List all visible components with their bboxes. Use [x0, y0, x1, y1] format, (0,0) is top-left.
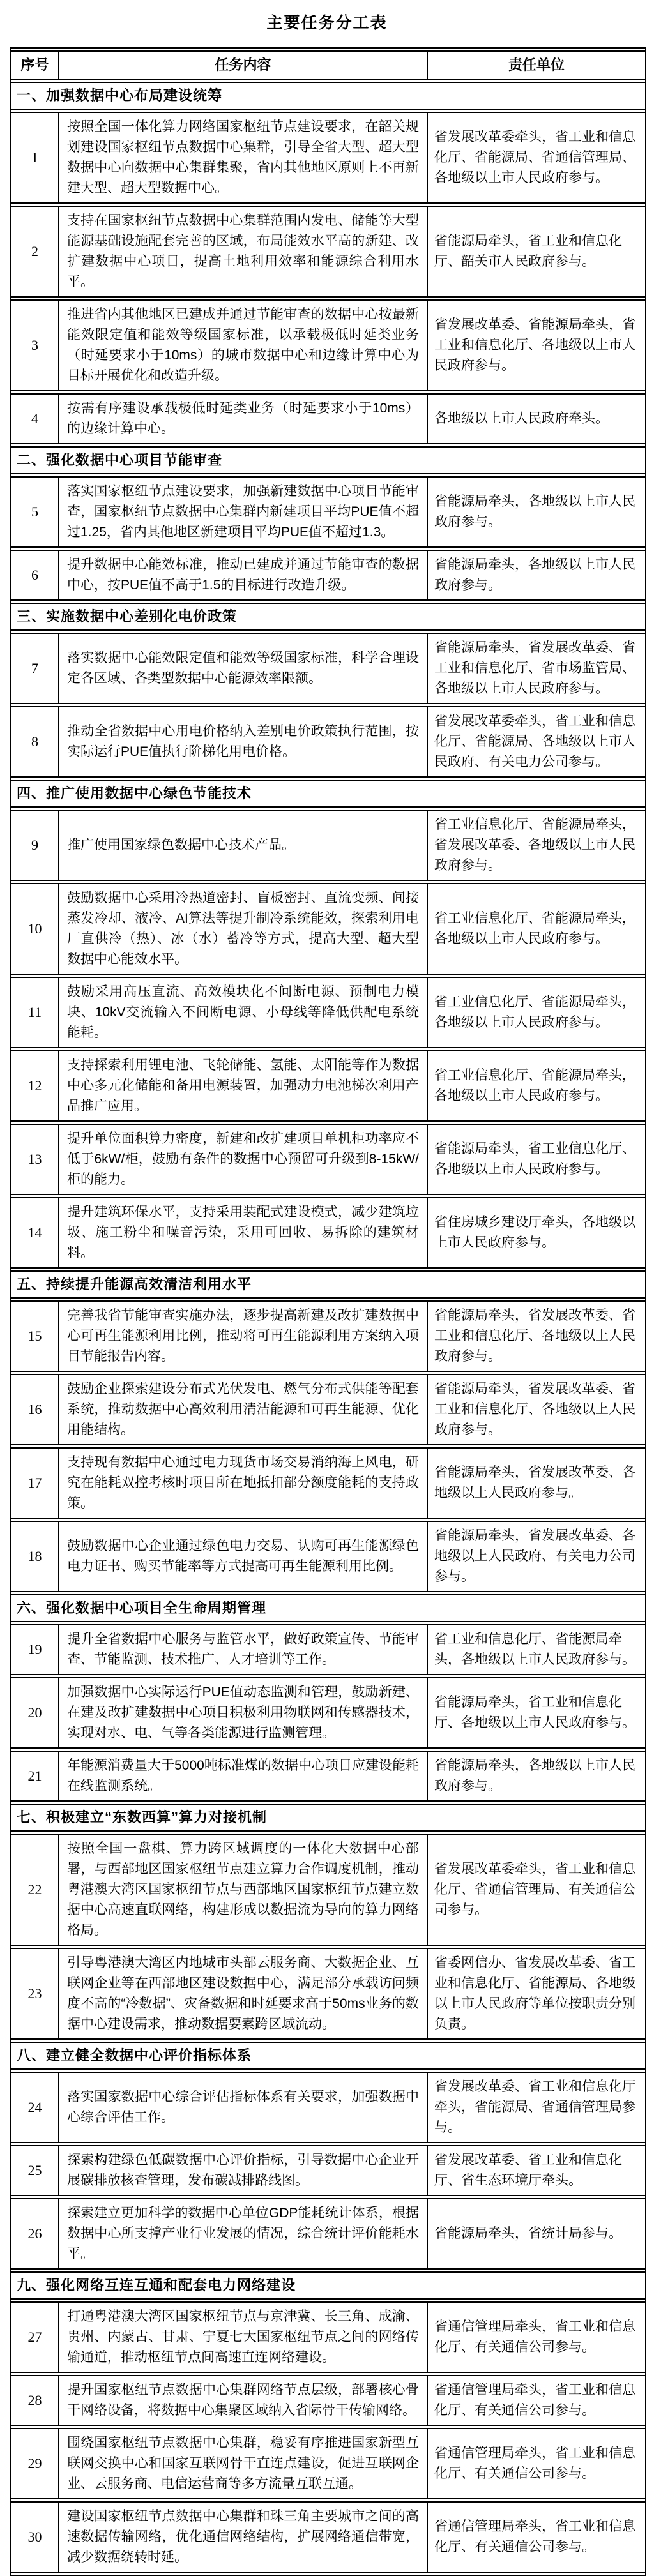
row-number: 15 — [11, 1300, 58, 1372]
task-content: 完善我省节能审查实施办法，逐步提高新建及改扩建数据中心可再生能源利用比例，推动将可再生能源利用方案纳入项目节能报告内容。 — [58, 1300, 427, 1372]
section-title: 六、强化数据中心项目全生命周期管理 — [11, 1594, 645, 1622]
section-header-row — [11, 603, 645, 631]
table-row — [11, 1374, 645, 1445]
table-row — [11, 633, 645, 704]
table-row — [11, 1521, 645, 1592]
responsible-unit: 省能源局牵头，省发展改革委、省工业和信息化厅、省市场监管局、各地级以上市人民政府参与。 — [427, 633, 645, 704]
row-number: 7 — [11, 633, 58, 704]
row-number: 23 — [11, 1948, 58, 2040]
table-row — [11, 2198, 645, 2270]
task-content: 提升建筑环保水平，支持采用装配式建设模式，减少建筑垃圾、施工粉尘和噪音污染，采用可回收、易拆除的建筑材料。 — [58, 1197, 427, 1269]
task-content: 加强数据中心实际运行PUE值动态监测和管理，鼓励新建、在建及改扩建数据中心项目积极利用物联网和传感器技术，实现对水、电、气等各类能源进行监测管理。 — [58, 1677, 427, 1749]
section-title: 五、持续提升能源高效清洁利用水平 — [11, 1270, 645, 1299]
table-row — [11, 2145, 645, 2196]
task-content: 支持现有数据中心通过电力现货市场交易消纳海上风电，研究在能耗双控考核时项目所在地抵扣部分额度能耗的支持政策。 — [58, 1447, 427, 1519]
row-number: 12 — [11, 1050, 58, 1122]
responsible-unit: 省能源局牵头，各地级以上市人民政府参与。 — [427, 1751, 645, 1802]
responsible-unit: 省通信管理局牵头，省工业和信息化厅、有关通信公司参与。 — [427, 2501, 645, 2573]
row-number: 9 — [11, 810, 58, 881]
responsible-unit: 省发展改革委、省工业和信息化厅牵头，省能源局、省通信管理局参与。 — [427, 2072, 645, 2143]
col-header-unit: 责任单位 — [427, 50, 645, 80]
table-row — [11, 977, 645, 1048]
row-number: 5 — [11, 476, 58, 548]
responsible-unit: 省发展改革委、省能源局牵头，省工业和信息化厅、各地级以上市人民政府参与。 — [427, 299, 645, 391]
responsible-unit: 省通信管理局牵头，省工业和信息化厅、有关通信公司参与。 — [427, 2375, 645, 2426]
table-row — [11, 206, 645, 298]
section-header-row — [11, 82, 645, 110]
table-row — [11, 476, 645, 548]
section-title: 一、加强数据中心布局建设统筹 — [11, 82, 645, 110]
task-content: 引导粤港澳大湾区内地城市头部云服务商、大数据企业、互联网企业等在西部地区建设数据中心，满足部分承载访问频度不高的“冷数据”、灾备数据和时延要求高于50ms业务的数据中心建设需求，推动数据要素跨区域流动。 — [58, 1948, 427, 2040]
task-content: 提升单位面积算力密度，新建和改扩建项目单机柜功率应不低于6kW/柜，鼓励有条件的数据中心预留可升级到8-15kW/柜的能力。 — [58, 1124, 427, 1195]
section-title: 九、强化网络互连互通和配套电力网络建设 — [11, 2271, 645, 2300]
section-header-row — [11, 446, 645, 474]
table-row — [11, 1834, 645, 1946]
responsible-unit: 省工业信息化厅、省能源局牵头，各地级以上市人民政府参与。 — [427, 1050, 645, 1122]
responsible-unit: 省发展改革委牵头，省工业和信息化厅、省能源局、各地级以上市人民政府、有关电力公司参与。 — [427, 706, 645, 778]
row-number: 21 — [11, 1751, 58, 1802]
task-content: 鼓励采用高压直流、高效模块化不间断电源、预制电力模块、10kV交流输入不间断电源、小母线等降低供配电系统能耗。 — [58, 977, 427, 1048]
col-header-index: 序号 — [11, 50, 58, 80]
row-number: 6 — [11, 550, 58, 601]
table-row — [11, 1124, 645, 1195]
responsible-unit: 省发展改革委牵头，省工业和信息化厅、省通信管理局、有关通信公司参与。 — [427, 1834, 645, 1946]
row-number: 1 — [11, 112, 58, 204]
responsible-unit: 省能源局牵头，省工业和信息化厅、各地级以上市人民政府参与。 — [427, 1677, 645, 1749]
table-row — [11, 810, 645, 881]
row-number: 10 — [11, 883, 58, 975]
row-number: 17 — [11, 1447, 58, 1519]
table-row — [11, 299, 645, 391]
section-header-row — [11, 1804, 645, 1832]
table-row — [11, 2375, 645, 2426]
task-content: 推进省内其他地区已建成并通过节能审查的数据中心按最新能效限定值和能效等级国家标准，以承载极低时延类业务（时延要求小于10ms）的城市数据中心和边缘计算中心为目标开展优化和改造升级。 — [58, 299, 427, 391]
section-header-row — [11, 1270, 645, 1299]
section-title: 七、积极建立“东数西算”算力对接机制 — [11, 1804, 645, 1832]
task-content: 年能源消费量大于5000吨标准煤的数据中心项目应建设能耗在线监测系统。 — [58, 1751, 427, 1802]
section-header-row — [11, 780, 645, 808]
row-number: 16 — [11, 1374, 58, 1445]
task-content: 落实数据中心能效限定值和能效等级国家标准，科学合理设定各区域、各类型数据中心能源效率限额。 — [58, 633, 427, 704]
table-row — [11, 1050, 645, 1122]
responsible-unit: 省工业信息化厅、省能源局牵头，省发展改革委、各地级以上市人民政府参与。 — [427, 810, 645, 881]
table-header-row — [11, 50, 645, 80]
row-number: 27 — [11, 2301, 58, 2373]
table-row — [11, 1751, 645, 1802]
responsible-unit: 省能源局牵头，各地级以上市人民政府参与。 — [427, 476, 645, 548]
task-content: 提升国家枢纽节点数据中心集群网络节点层级，部署核心骨干网络设备，将数据中心集聚区域纳入省际骨干传输网络。 — [58, 2375, 427, 2426]
row-number: 13 — [11, 1124, 58, 1195]
table-row — [11, 1948, 645, 2040]
row-number: 18 — [11, 1521, 58, 1592]
table-row — [11, 1300, 645, 1372]
section-header-row — [11, 2042, 645, 2070]
responsible-unit: 省能源局牵头，省工业和信息化厅、韶关市人民政府参与。 — [427, 206, 645, 298]
responsible-unit: 省发展改革委牵头，省工业和信息化厅、省能源局、省通信管理局、各地级以上市人民政府参与。 — [427, 112, 645, 204]
table-row — [11, 1197, 645, 1269]
col-header-task: 任务内容 — [58, 50, 427, 80]
section-header-row — [11, 2271, 645, 2300]
task-content: 支持在国家枢纽节点数据中心集群范围内发电、储能等大型能源基础设施配套完善的区域，布局能效水平高的新建、改扩建数据中心项目，提高土地利用效率和能源综合利用水平。 — [58, 206, 427, 298]
table-row — [11, 2501, 645, 2573]
task-content: 支持探索利用锂电池、飞轮储能、氢能、太阳能等作为数据中心多元化储能和备用电源装置，加强动力电池梯次利用产品推广应用。 — [58, 1050, 427, 1122]
table-row — [11, 1624, 645, 1675]
responsible-unit: 省能源局牵头，省发展改革委、各地级以上人民政府、有关电力公司参与。 — [427, 1521, 645, 1592]
task-content: 鼓励数据中心企业通过绿色电力交易、认购可再生能源绿色电力证书、购买节能率等方式提高可再生能源利用比例。 — [58, 1521, 427, 1592]
task-content: 落实国家枢纽节点建设要求，加强新建数据中心项目节能审查，国家枢纽节点数据中心集群内新建项目平均PUE值不超过1.25，省内其他地区新建项目平均PUE值不超过1.3。 — [58, 476, 427, 548]
task-division-table — [10, 47, 646, 2576]
task-content: 鼓励数据中心采用冷热道密封、盲板密封、直流变频、间接蒸发冷却、液冷、AI算法等提升制冷系统能效，探索利用电厂直供冷（热）、冰（水）蓄冷等方式，提高大型、超大型数据中心能效水平。 — [58, 883, 427, 975]
task-content: 围绕国家枢纽节点数据中心集群，稳妥有序推进国家新型互联网交换中心和国家互联网骨干直连点建设，促进互联网企业、云服务商、电信运营商等多方流量互联互通。 — [58, 2428, 427, 2499]
task-content: 鼓励企业探索建设分布式光伏发电、燃气分布式供能等配套系统，推动数据中心高效利用清洁能源和可再生能源、优化用能结构。 — [58, 1374, 427, 1445]
responsible-unit: 省委网信办、省发展改革委、省工业和信息化厅、省能源局、各地级以上市人民政府等单位按职责分别负责。 — [427, 1948, 645, 2040]
task-content: 落实国家数据中心综合评估指标体系有关要求，加强数据中心综合评估工作。 — [58, 2072, 427, 2143]
responsible-unit: 省工业信息化厅、省能源局牵头，各地级以上市人民政府参与。 — [427, 883, 645, 975]
table-row — [11, 2428, 645, 2499]
responsible-unit: 省能源局牵头，省工业信息化厅、各地级以上市人民政府参与。 — [427, 1124, 645, 1195]
row-number: 26 — [11, 2198, 58, 2270]
row-number: 25 — [11, 2145, 58, 2196]
table-row — [11, 1677, 645, 1749]
responsible-unit: 省工业和信息化厅、省能源局牵头，各地级以上市人民政府参与。 — [427, 1624, 645, 1675]
task-content: 打通粤港澳大湾区国家枢纽节点与京津冀、长三角、成渝、贵州、内蒙古、甘肃、宁夏七大国家枢纽节点之间的网络传输通道，推动枢纽节点间高速直连网络建设。 — [58, 2301, 427, 2373]
table-row — [11, 706, 645, 778]
row-number: 24 — [11, 2072, 58, 2143]
responsible-unit: 省能源局牵头，省发展改革委、各地级以上人民政府参与。 — [427, 1447, 645, 1519]
section-title: 三、实施数据中心差别化电价政策 — [11, 603, 645, 631]
responsible-unit: 省发展改革委、省工业和信息化厅、省生态环境厅牵头。 — [427, 2145, 645, 2196]
task-content: 探索构建绿色低碳数据中心评价指标，引导数据中心企业开展碳排放核查管理，发布碳减排路线图。 — [58, 2145, 427, 2196]
table-row — [11, 2301, 645, 2373]
responsible-unit: 各地级以上市人民政府牵头。 — [427, 393, 645, 444]
section-title: 四、推广使用数据中心绿色节能技术 — [11, 780, 645, 808]
task-content: 建设国家枢纽节点数据中心集群和珠三角主要城市之间的高速数据传输网络，优化通信网络结构，扩展网络通信带宽，减少数据绕转时延。 — [58, 2501, 427, 2573]
task-content: 推动全省数据中心用电价格纳入差别电价政策执行范围，按实际运行PUE值执行阶梯化用电价格。 — [58, 706, 427, 778]
responsible-unit: 省工业信息化厅、省能源局牵头，各地级以上市人民政府参与。 — [427, 977, 645, 1048]
responsible-unit: 省住房城乡建设厅牵头，各地级以上市人民政府参与。 — [427, 1197, 645, 1269]
row-number: 29 — [11, 2428, 58, 2499]
table-row — [11, 112, 645, 204]
table-row — [11, 550, 645, 601]
task-content: 按需有序建设承载极低时延类业务（时延要求小于10ms）的边缘计算中心。 — [58, 393, 427, 444]
row-number: 30 — [11, 2501, 58, 2573]
responsible-unit: 省能源局牵头，省统计局参与。 — [427, 2198, 645, 2270]
task-content: 按照全国一体化算力网络国家枢纽节点建设要求，在韶关规划建设国家枢纽节点数据中心集群，引导全省大型、超大型数据中心向数据中心集群集聚，省内其他地区原则上不再新建大型、超大型数据中心。 — [58, 112, 427, 204]
row-number: 11 — [11, 977, 58, 1048]
table-row — [11, 1447, 645, 1519]
section-title: 二、强化数据中心项目节能审查 — [11, 446, 645, 474]
page-title: 主要任务分工表 — [266, 14, 388, 32]
section-header-row — [11, 1594, 645, 1622]
row-number: 2 — [11, 206, 58, 298]
responsible-unit: 省通信管理局牵头，省工业和信息化厅、有关通信公司参与。 — [427, 2428, 645, 2499]
task-content: 探索建立更加科学的数据中心单位GDP能耗统计体系，根据数据中心所支撑产业行业发展的情况，综合统计评价能耗水平。 — [58, 2198, 427, 2270]
table-row — [11, 883, 645, 975]
row-number: 14 — [11, 1197, 58, 1269]
responsible-unit: 省能源局牵头，省发展改革委、省工业和信息化厅、各地级以上人民政府参与。 — [427, 1374, 645, 1445]
row-number: 22 — [11, 1834, 58, 1946]
task-content: 提升数据中心能效标准，推动已建成并通过节能审查的数据中心，按PUE值不高于1.5的目标进行改造升级。 — [58, 550, 427, 601]
responsible-unit: 省通信管理局牵头，省工业和信息化厅、有关通信公司参与。 — [427, 2301, 645, 2373]
row-number: 8 — [11, 706, 58, 778]
row-number: 4 — [11, 393, 58, 444]
table-row — [11, 2072, 645, 2143]
task-content: 按照全国一盘棋、算力跨区域调度的一体化大数据中心部署，与西部地区国家枢纽节点建立算力合作调度机制，推动粤港澳大湾区国家枢纽节点与西部地区国家枢纽节点建立数据中心高速直联网络，构建形成以数据流为导向的算力网络格局。 — [58, 1834, 427, 1946]
responsible-unit: 省能源局牵头，各地级以上市人民政府参与。 — [427, 550, 645, 601]
row-number: 28 — [11, 2375, 58, 2426]
row-number: 3 — [11, 299, 58, 391]
task-content: 推广使用国家绿色数据中心技术产品。 — [58, 810, 427, 881]
row-number: 20 — [11, 1677, 58, 1749]
task-content: 提升全省数据中心服务与监管水平，做好政策宣传、节能审查、节能监测、技术推广、人才培训等工作。 — [58, 1624, 427, 1675]
row-number: 19 — [11, 1624, 58, 1675]
table-row — [11, 393, 645, 444]
responsible-unit: 省能源局牵头，省发展改革委、省工业和信息化厅、各地级以上人民政府参与。 — [427, 1300, 645, 1372]
section-title: 八、建立健全数据中心评价指标体系 — [11, 2042, 645, 2070]
